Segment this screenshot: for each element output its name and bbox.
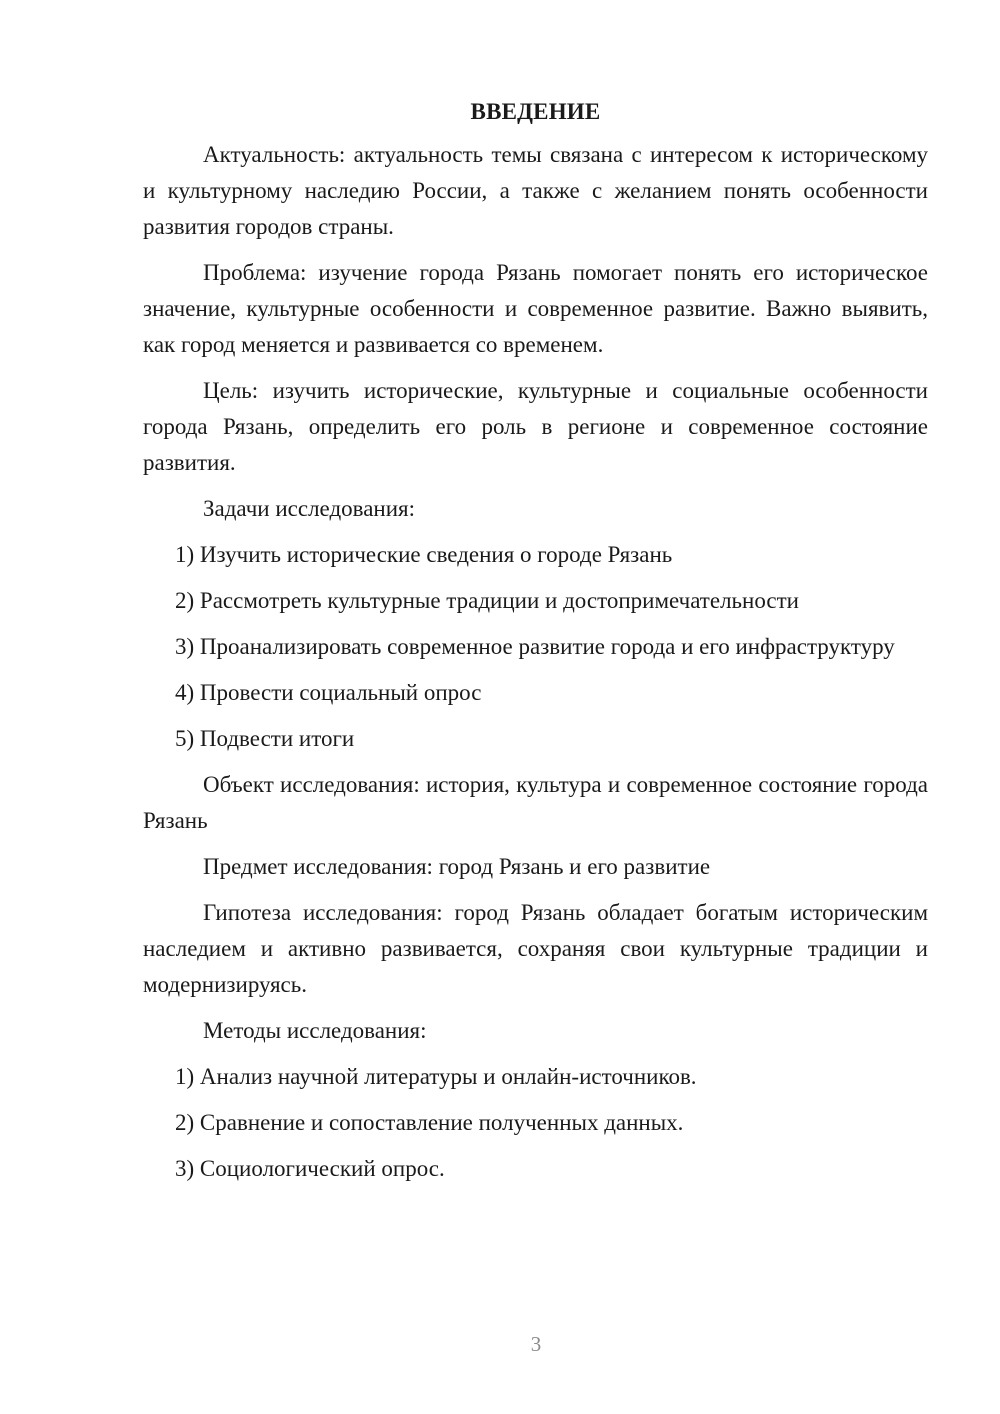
methods-list — [143, 1059, 928, 1187]
document-page — [143, 95, 928, 1197]
goal-paragraph: Цель: изучить исторические, культурные и социальные особенности города Рязань, определить его роль в регионе и современное состояние развития. — [143, 378, 928, 475]
tasks-label: Задачи исследования: — [203, 496, 416, 521]
list-item: 3) Проанализировать современное развитие города и его инфраструктуру — [175, 634, 895, 659]
object-paragraph: Объект исследования: история, культура и современное состояние города Рязань — [143, 772, 928, 833]
problem-paragraph: Проблема: изучение города Рязань помогает понять его историческое значение, культурные особенности и современное развитие. Важно выявить, как город меняется и развивается со временем. — [143, 260, 928, 357]
list-item: 3) Социологический опрос. — [175, 1156, 445, 1181]
list-item: 4) Провести социальный опрос — [175, 680, 482, 705]
list-item: 5) Подвести итоги — [175, 726, 355, 751]
tasks-list — [143, 537, 928, 757]
list-item: 1) Анализ научной литературы и онлайн-источников. — [175, 1064, 697, 1089]
list-item: 1) Изучить исторические сведения о городе Рязань — [175, 542, 673, 567]
list-item: 2) Рассмотреть культурные традиции и достопримечательности — [175, 588, 799, 613]
methods-label: Методы исследования: — [203, 1018, 427, 1043]
relevance-paragraph: Актуальность: актуальность темы связана с интересом к историческому и культурному наследию России, а также с желанием понять особенности развития городов страны. — [143, 142, 928, 239]
subject-paragraph: Предмет исследования: город Рязань и его развитие — [203, 854, 711, 879]
page-number: 3 — [530, 1332, 542, 1356]
page-title: ВВЕДЕНИЕ — [470, 99, 601, 124]
hypothesis-paragraph: Гипотеза исследования: город Рязань обладает богатым историческим наследием и активно развивается, сохраняя свои культурные традиции и модернизируясь. — [143, 900, 928, 997]
list-item: 2) Сравнение и сопоставление полученных данных. — [175, 1110, 684, 1135]
